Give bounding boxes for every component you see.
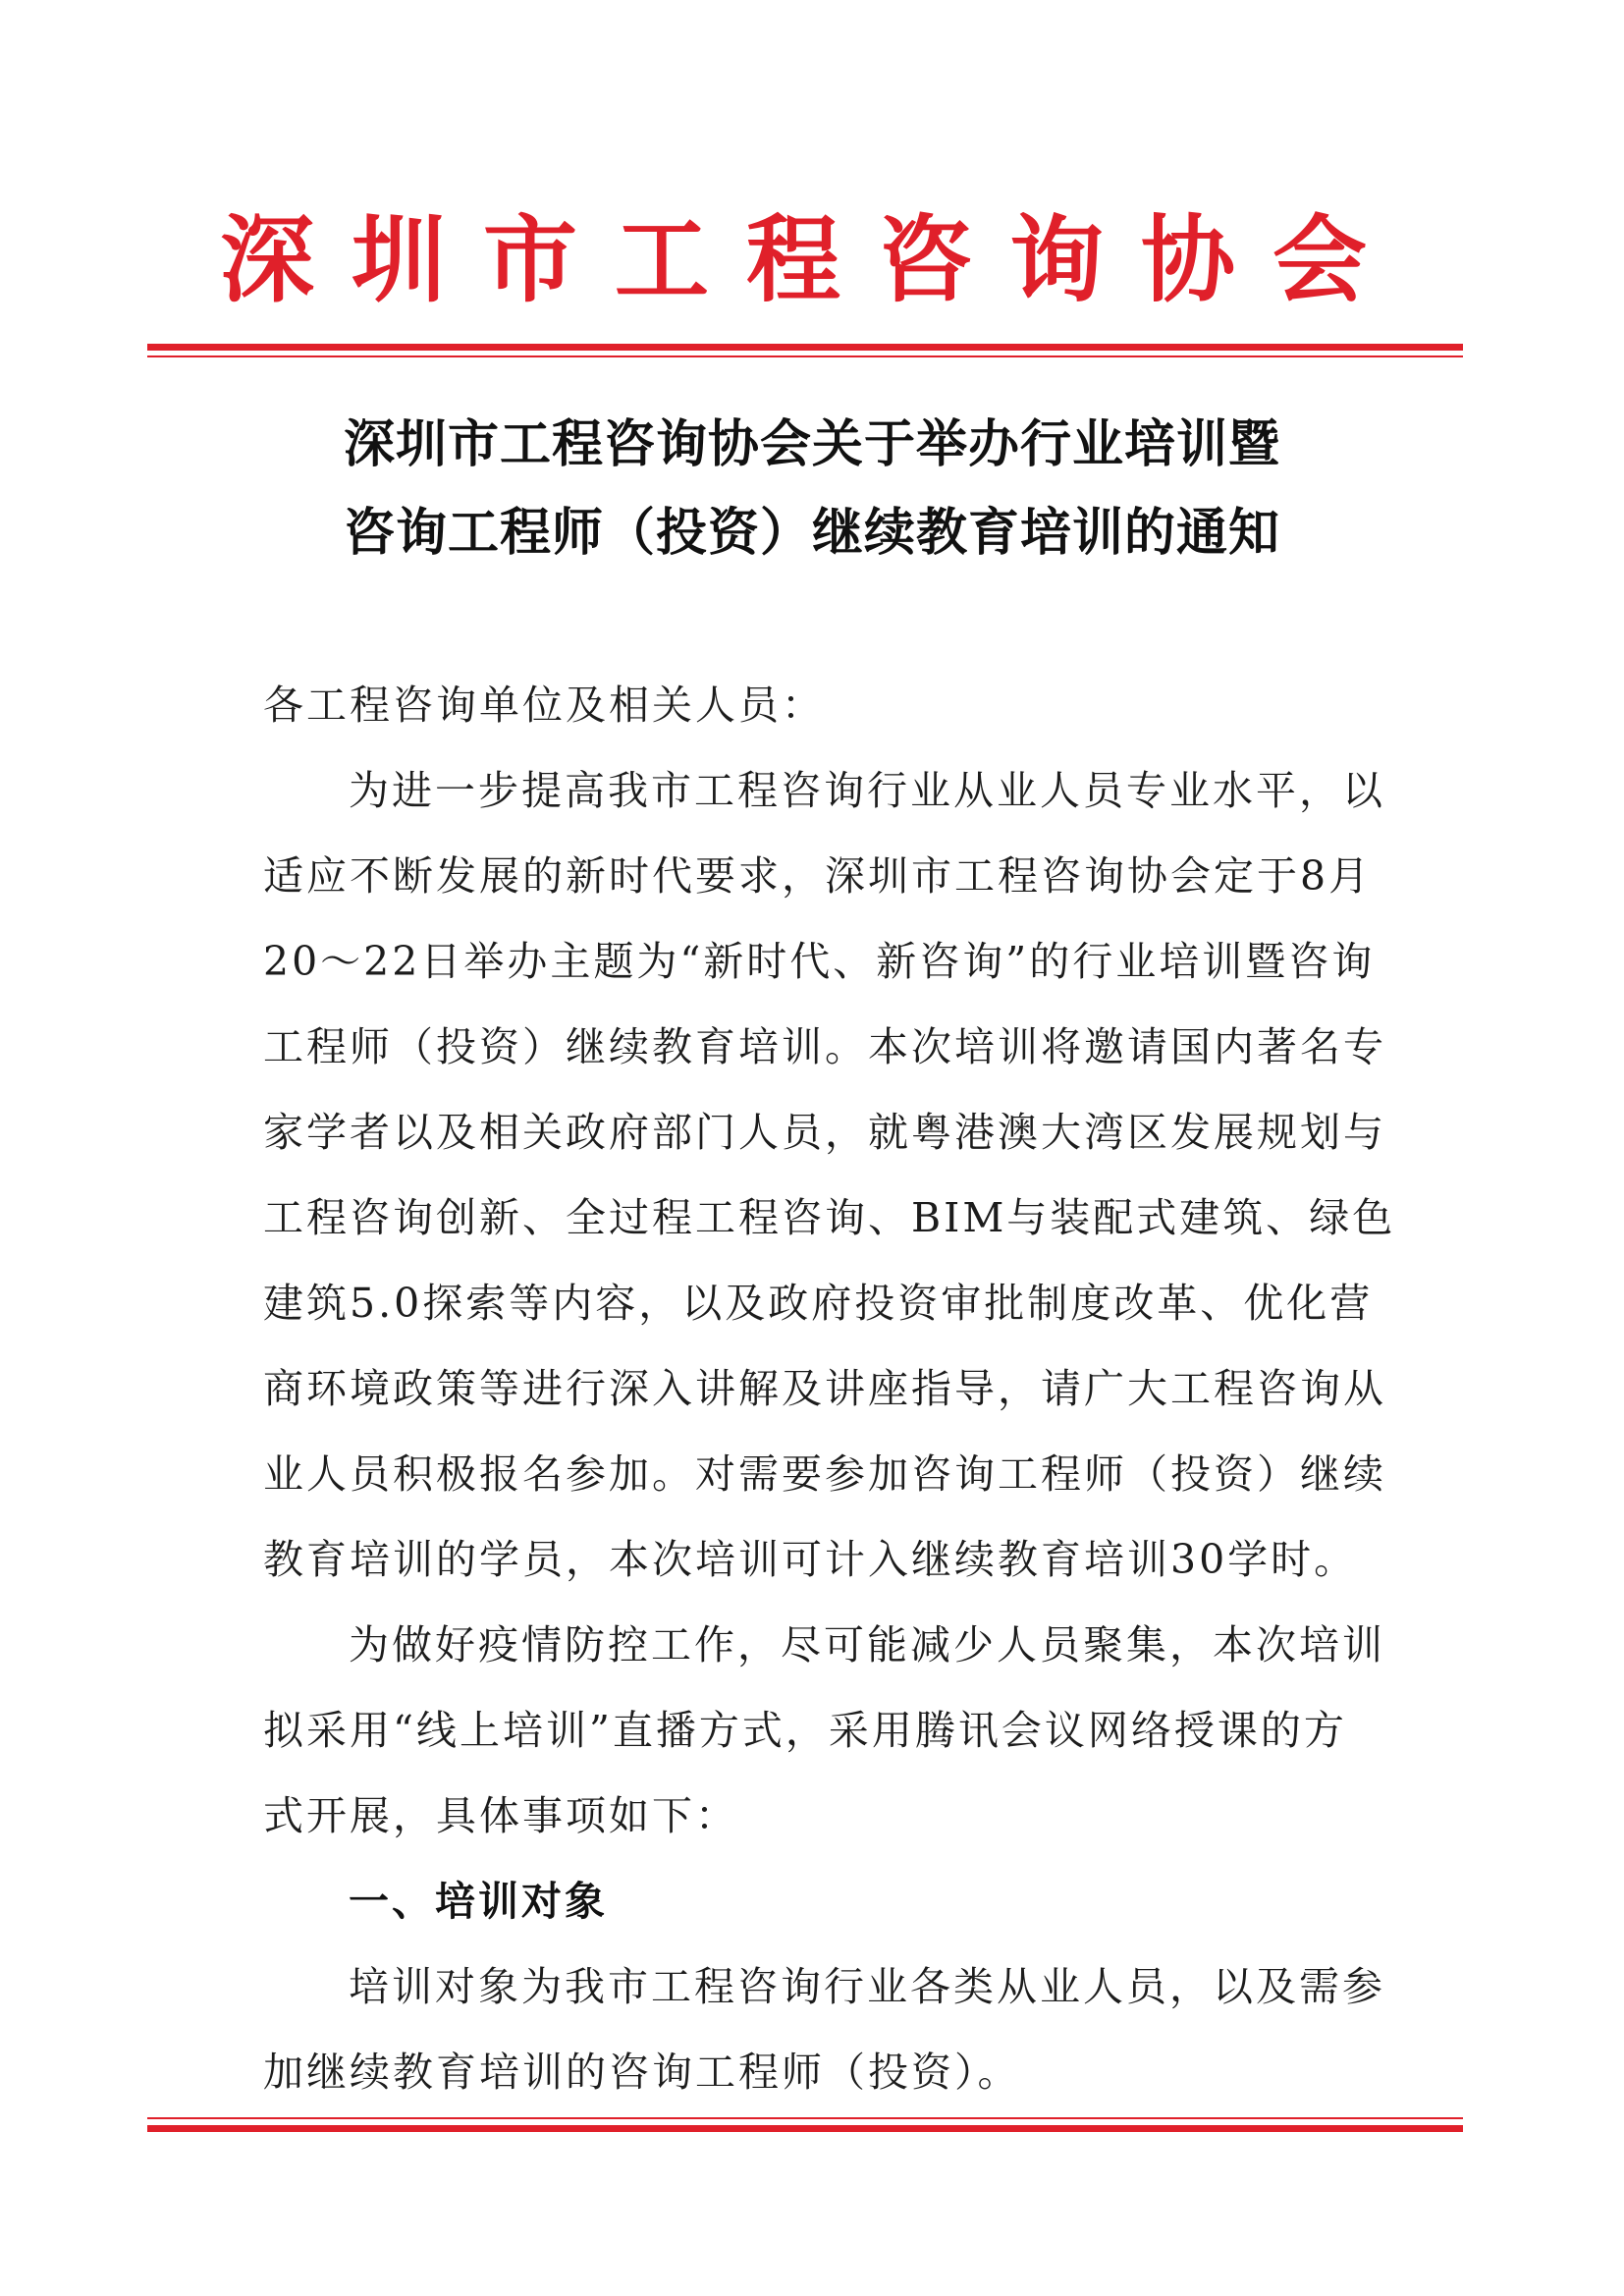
paragraph-line: 工程咨询创新、全过程工程咨询、BIM与装配式建筑、绿色 [263,1194,1396,1241]
letterhead-rule-thin [147,355,1463,357]
notice-title-line-2: 咨询工程师（投资）继续教育培训的通知 [343,504,1280,563]
paragraph-line: 培训对象为我市工程咨询行业各类从业人员，以及需参 [349,1963,1385,2010]
letterhead-org-name: 深圳市工程咨询协会 [220,204,1404,315]
footer-rule-thick [147,2125,1463,2132]
salutation: 各工程咨询单位及相关人员： [263,682,825,729]
paragraph-line: 拟采用“线上培训”直播方式，采用腾讯会议网络授课的方 [263,1707,1347,1754]
paragraph-line: 加继续教育培训的咨询工程师（投资）。 [263,2049,1021,2096]
section-heading-training-target: 一、培训对象 [349,1878,608,1925]
notice-title-line-1: 深圳市工程咨询协会关于举办行业培训暨 [343,415,1280,474]
paragraph-line: 商环境政策等进行深入讲解及讲座指导，请广大工程咨询从 [263,1365,1386,1412]
paragraph-line: 20～22日举办主题为“新时代、新咨询”的行业培训暨咨询 [263,938,1376,985]
letterhead-rule-thick [147,344,1463,351]
paragraph-line: 为进一步提高我市工程咨询行业从业人员专业水平，以 [349,767,1385,814]
paragraph-line: 业人员积极报名参加。对需要参加咨询工程师（投资）继续 [263,1450,1386,1498]
footer-rule-thin [147,2117,1463,2119]
paragraph-line: 为做好疫情防控工作，尽可能减少人员聚集，本次培训 [349,1621,1385,1668]
paragraph-line: 教育培训的学员，本次培训可计入继续教育培训30学时。 [263,1536,1358,1583]
paragraph-line: 建筑5.0探索等内容，以及政府投资审批制度改革、优化营 [263,1280,1374,1327]
paragraph-line: 工程师（投资）继续教育培训。本次培训将邀请国内著名专 [263,1023,1386,1070]
paragraph-line: 适应不断发展的新时代要求，深圳市工程咨询协会定于8月 [263,852,1373,900]
paragraph-line: 式开展，具体事项如下： [263,1792,738,1839]
paragraph-line: 家学者以及相关政府部门人员，就粤港澳大湾区发展规划与 [263,1109,1386,1156]
